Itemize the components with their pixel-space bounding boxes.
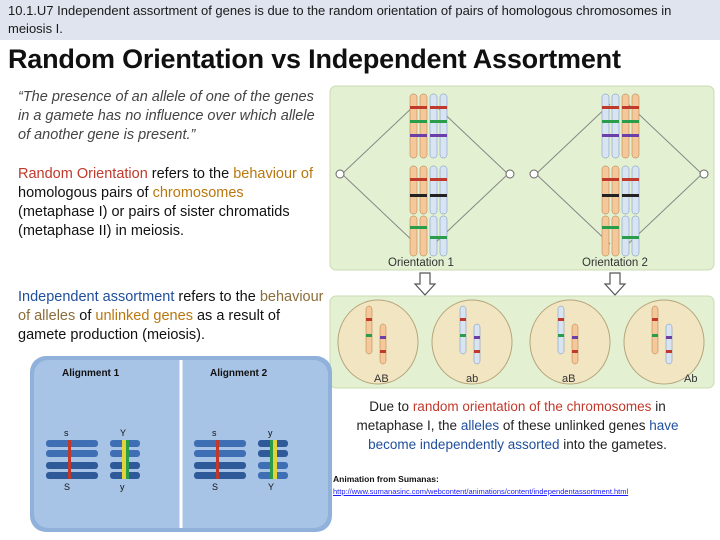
independent-assortment-term: Independent assortment	[18, 289, 175, 305]
down-arrow-icon	[604, 272, 626, 296]
header-bar	[0, 0, 720, 40]
header-text: 10.1.U7 Independent assortment of genes is due to the random orientation of pairs of homologous chromosomes in meiosis I.	[8, 3, 672, 36]
random-orientation-paragraph: Random Orientation refers to the behaviour of homologous pairs of chromosomes (metaphase I) or pairs of sister chromatids (metaphase II) in meiosis.	[18, 166, 314, 239]
gamete-label-4: Ab	[684, 373, 698, 385]
credit-link[interactable]: http://www.sumanasinc.com/webcontent/animations/content/independentassortment.html	[333, 487, 629, 496]
credit-label: Animation from Sumanas:	[333, 474, 439, 484]
svg-text:y: y	[268, 428, 273, 438]
independent-assortment-paragraph: Independent assortment refers to the behaviour of alleles of unlinked genes as a result of gamete production (meiosis).	[18, 289, 324, 343]
svg-text:y: y	[120, 482, 125, 492]
orientation-1-label: Orientation 1	[388, 257, 454, 269]
gamete-label-2: ab	[466, 373, 479, 385]
gamete-label-1: AB	[374, 373, 389, 385]
down-arrow-icon	[414, 272, 436, 296]
svg-text:Y: Y	[268, 482, 275, 492]
orientation-2-label: Orientation 2	[582, 257, 648, 269]
gamete-label-3: aB	[562, 373, 576, 385]
orientation-diagram	[330, 86, 714, 270]
page-title: Random Orientation vs Independent Assortment	[8, 44, 621, 74]
svg-text:Y: Y	[120, 428, 127, 438]
svg-text:s: s	[212, 428, 217, 438]
random-orientation-term: Random Orientation	[18, 166, 148, 182]
gamete-cells	[330, 296, 714, 388]
definition-quote: “The presence of an allele of one of the genes in a gamete has no influence over which allele of another gene is present.”	[18, 89, 315, 143]
svg-text:s: s	[64, 428, 69, 438]
alignment-1-label: Alignment 1	[62, 368, 120, 379]
alignment-2-label: Alignment 2	[210, 368, 268, 379]
alignment-diagram	[30, 356, 332, 532]
svg-text:S: S	[64, 482, 71, 492]
figure-caption: Due to random orientation of the chromosomes in metaphase I, the alleles of these unlinked genes have become independently assorted into the gametes.	[356, 399, 679, 452]
svg-text:S: S	[212, 482, 219, 492]
